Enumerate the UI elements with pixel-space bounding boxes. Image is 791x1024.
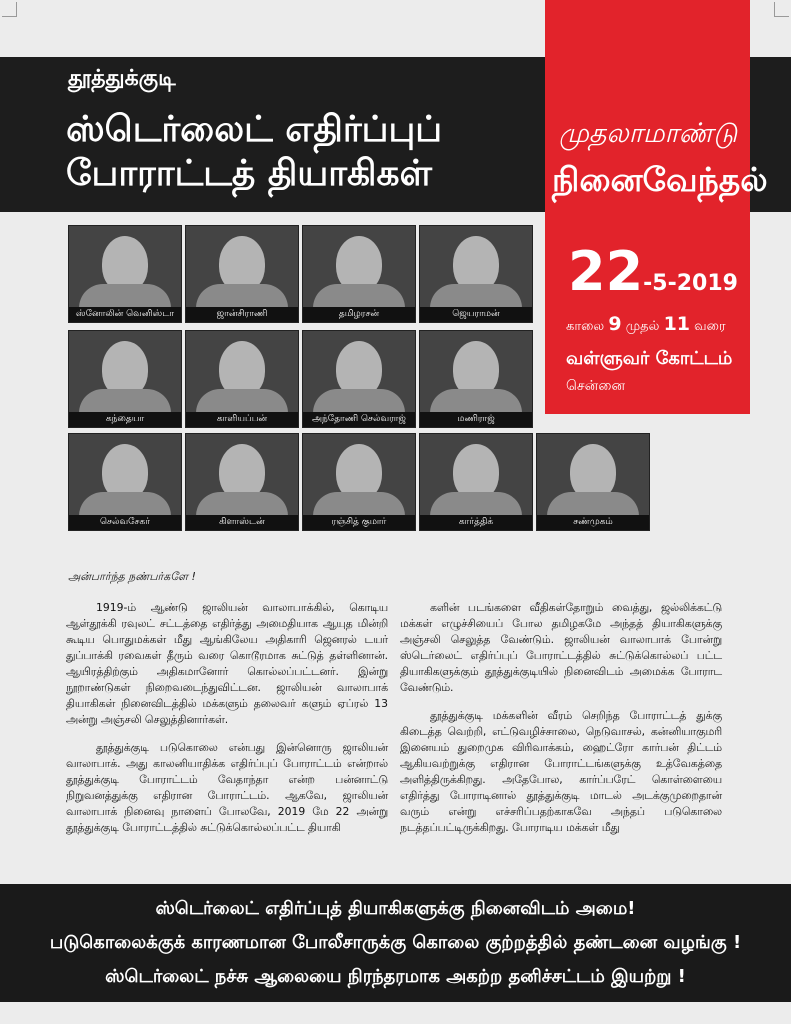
martyr-name: ரஞ்சித் குமார் xyxy=(303,515,415,530)
martyr-photo xyxy=(68,225,182,323)
event-date-rest: -5-2019 xyxy=(643,271,738,296)
anniversary-line1: முதலாமாண்டு xyxy=(558,118,738,149)
portrait-shoulders xyxy=(547,492,639,516)
event-venue: வள்ளுவர் கோட்டம் xyxy=(566,348,733,369)
martyr-photo xyxy=(419,225,533,323)
event-city: சென்னை xyxy=(566,378,626,394)
place-label: தூத்துக்குடி xyxy=(68,66,176,91)
martyr-photo xyxy=(536,433,650,531)
martyr-photo xyxy=(185,330,299,428)
portrait-shoulders xyxy=(79,492,171,516)
portrait-shoulders xyxy=(196,389,288,413)
portrait-shoulders xyxy=(79,389,171,413)
time-end: 11 xyxy=(663,313,691,335)
portrait-shoulders xyxy=(196,284,288,308)
poster-title xyxy=(66,108,546,196)
slogan-3: ஸ்டெர்லைட் நச்சு ஆலையை நிரந்தரமாக அகற்ற தனிச்சட்டம் இயற்று ! xyxy=(105,966,686,987)
poster-title-line1: ஸ்டெர்லைட் எதிர்ப்புப் xyxy=(66,109,443,150)
martyr-photo xyxy=(302,330,416,428)
event-date-day: 22 xyxy=(568,240,644,303)
portrait-shoulders xyxy=(430,389,522,413)
martyr-photo xyxy=(302,225,416,323)
martyr-name: சண்முகம் xyxy=(537,515,649,530)
time-prefix: காலை xyxy=(566,319,605,334)
body-column-left xyxy=(66,600,388,848)
poster-title-line2: போராட்டத் தியாகிகள் xyxy=(66,153,433,194)
martyr-name: ஸ்னோலின் வெனிஸ்டா xyxy=(69,307,181,322)
event-date xyxy=(568,240,738,303)
event-time xyxy=(566,313,726,335)
martyr-photo xyxy=(185,225,299,323)
martyr-photo xyxy=(419,433,533,531)
greeting: அன்பார்ந்த நண்பர்களே ! xyxy=(68,570,196,583)
slogan-2: படுகொலைக்குக் காரணமான போலீசாருக்கு கொலை குற்றத்தில் தண்டனை வழங்கு ! xyxy=(49,932,742,953)
martyr-name: செல்வசேகர் xyxy=(69,515,181,530)
martyr-name: அந்தோணி செல்வராஜ் xyxy=(303,412,415,427)
martyr-name: கிளாஸ்டன் xyxy=(186,515,298,530)
martyr-photo xyxy=(68,330,182,428)
martyr-name: மணிராஜ் xyxy=(420,412,532,427)
martyr-name: கந்தையா xyxy=(69,412,181,427)
martyr-name: ஜான்சிராணி xyxy=(186,307,298,322)
portrait-shoulders xyxy=(313,492,405,516)
paragraph: தூத்துக்குடி படுகொலை என்பது இன்னொரு ஜாலியன் வாலாபாக். அது காலனியாதிக்க எதிர்ப்புப் போராட்டம் என்றால் தூத்துக்குடி போராட்டம் வேதாந்தா என்ற பன்னாட்டு நிறுவனத்துக்கு எதிரான போராட்டம். ஆகவே, ஜாலியன் வாலாபாக் நினைவு நாளைப் போலவே, 2019 மே 22 அன்று தூத்துக்குடி போராட்டத்தில் சுட்டுக்கொல்லப்பட்ட தியாகி xyxy=(66,741,388,834)
martyr-photo xyxy=(68,433,182,531)
paragraph: தூத்துக்குடி மக்களின் வீரம் செறிந்த போராட்டத் துக்கு கிடைத்த வெற்றி, எட்டுவழிச்சாலை, நெடுவாசல், கன்னியாகுமரி இனையம் துறைமுக விரிவாக்கம், ஹைட்ரோ கார்பன் திட்டம் ஆகியவற்றுக்கு எதிரான போராட்டங்களுக்கு உத்வேகத்தை அளித்திருக்கிறது. அதேபோல, கார்ப்பரேட் கொள்ளையை எதிர்த்து போராடினால் தூத்துக்குடி மாடல் அடக்குமுறைதான் வரும் என்று எச்சரிப்பதற்காகவே அந்தப் படுகொலை நடத்தப்பட்டிருக்கிறது. போராடிய மக்கள் மீது xyxy=(400,709,722,834)
portrait-shoulders xyxy=(79,284,171,308)
martyr-photo xyxy=(419,330,533,428)
crop-mark-top-left xyxy=(2,2,17,17)
portrait-shoulders xyxy=(430,492,522,516)
time-suffix: வரை xyxy=(694,319,726,334)
body-column-right xyxy=(400,600,722,848)
time-start: 9 xyxy=(608,313,622,335)
martyr-photo xyxy=(185,433,299,531)
portrait-shoulders xyxy=(430,284,522,308)
portrait-shoulders xyxy=(313,284,405,308)
martyr-name: தமிழரசன் xyxy=(303,307,415,322)
crop-mark-top-right xyxy=(774,2,789,17)
time-mid: முதல் xyxy=(625,319,660,334)
paragraph: 1919-ம் ஆண்டு ஜாலியன் வாலாபாக்கில், கொடிய ஆள்தூக்கி ரவுலட் சட்டத்தை எதிர்த்து அமைதியாக ஆயுத மின்றி கூடிய பொதுமக்கள் மீது ஆங்கிலேய அதிகாரி ஜெனரல் டயர் துப்பாக்கி ரவைகள் தீரும் வரை கொடூரமாக சுட்டுத் தள்ளினான். ஆயிரத்திற்கும் அதிகமானோர் கொல்லப்பட்டனர். இன்று நூறாண்டுகள் நிறைவடைந்துவிட்டன. ஜாலியன் வாலாபாக் தியாகிகள் நினைவிடத்தில் மக்களும் தலைவர் களும் ஏப்ரல் 13 அன்று அஞ்சலி செலுத்தினார்கள். xyxy=(66,601,388,726)
portrait-shoulders xyxy=(196,492,288,516)
paragraph: களின் படங்களை வீதிகள்தோறும் வைத்து, ஜல்லிக்கட்டு மக்கள் எழுச்சியைப் போல தமிழகமே அந்தத் தியாகிகளுக்கு அஞ்சலி செலுத்த வேண்டும். ஜாலியன் வாலாபாக் போன்று ஸ்டெர்லைட் எதிர்ப்புப் போராட்டத்தில் சுட்டுக்கொல்லப் பட்ட தியாகிகளுக்கும் தூத்துக்குடியில் நினைவிடம் அமைக்க போராட வேண்டும். xyxy=(400,601,722,694)
martyr-photo xyxy=(302,433,416,531)
martyr-name: கார்த்திக் xyxy=(420,515,532,530)
portrait-shoulders xyxy=(313,389,405,413)
anniversary-line2: நினைவேந்தல் xyxy=(552,160,768,199)
martyr-name: ஜெயராமன் xyxy=(420,307,532,322)
martyr-name: காளியப்பன் xyxy=(186,412,298,427)
slogan-1: ஸ்டெர்லைட் எதிர்ப்புத் தியாகிகளுக்கு நினைவிடம் அமை! xyxy=(155,898,636,919)
